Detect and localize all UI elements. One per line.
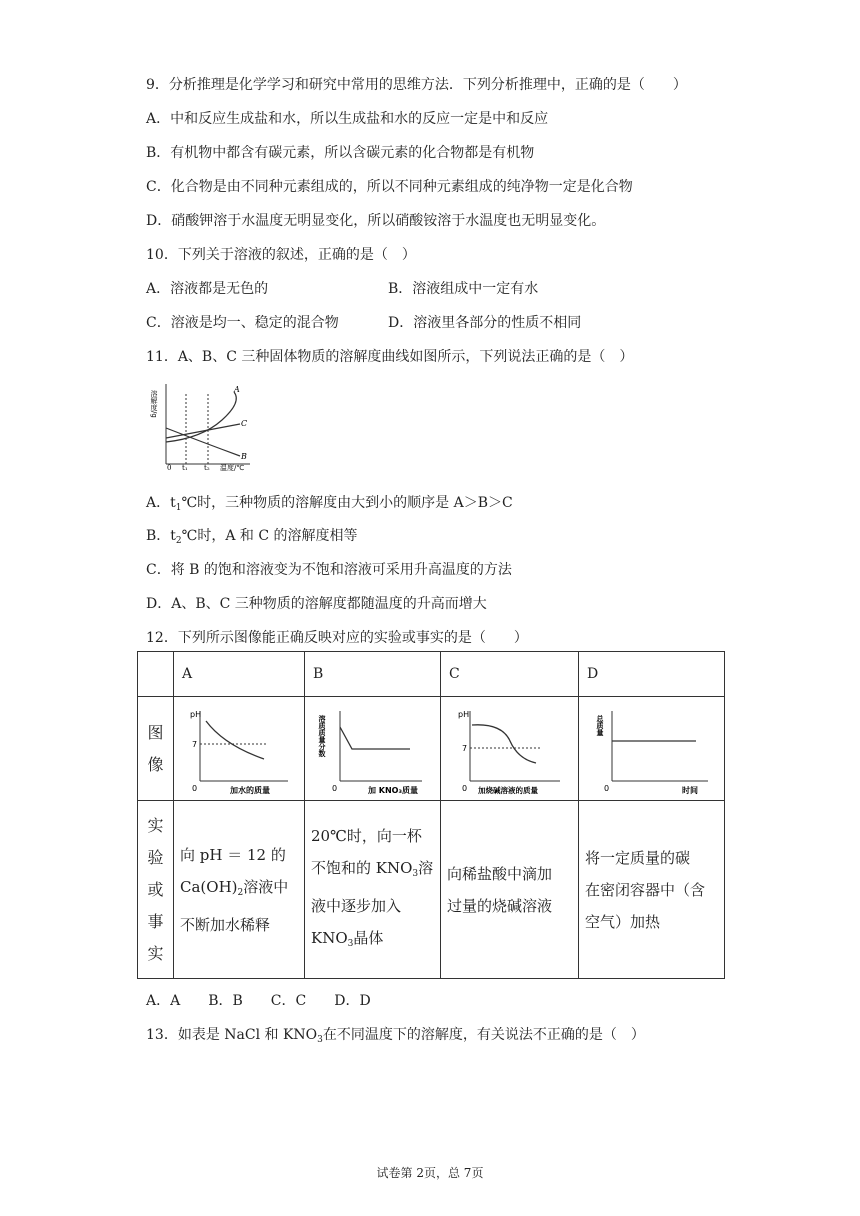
svg-text:加 KNO₃质量: 加 KNO₃质量 — [367, 786, 418, 795]
q11-a-sub: 1 — [175, 503, 182, 513]
q12-header-b: B — [305, 652, 441, 697]
svg-text:pH: pH — [457, 710, 469, 719]
q12-stem: 12．下列所示图像能正确反映对应的实验或事实的是（ ） — [146, 630, 528, 646]
q12-graph-d — [592, 701, 712, 796]
svg-text:时间: 时间 — [681, 786, 698, 795]
q11-option-d: D．A、B、C 三种物质的溶解度都随温度的升高而增大 — [146, 596, 487, 612]
q10-stem: 10．下列关于溶液的叙述，正确的是（ ） — [146, 247, 416, 263]
q12-fact-row — [138, 801, 725, 979]
q12-row-label-fact: 实 验 或 事 实 — [138, 801, 174, 979]
svg-text:pH: pH — [190, 710, 202, 719]
q12-image-row — [138, 697, 725, 801]
q11-a-post: ℃时，三种物质的溶解度由大到小的顺序是 A＞B＞C — [181, 495, 513, 511]
q12-table — [137, 651, 725, 979]
q13-stem-post: 在不同温度下的溶解度，有关说法不正确的是（ ） — [322, 1027, 645, 1043]
q12-header-a: A — [174, 652, 305, 697]
q12-header-blank — [138, 652, 174, 697]
svg-text:总质量: 总质量 — [595, 715, 604, 736]
svg-text:加水的质量: 加水的质量 — [230, 786, 270, 795]
q12-graph-c-cell — [441, 697, 579, 801]
q11-curve-b-label: B — [241, 452, 247, 461]
q12-row-label-image: 图 像 — [138, 697, 174, 801]
q11-b-pre: B．t — [146, 528, 176, 544]
solubility-curve-figure — [152, 380, 252, 470]
q11-curve-a-label: A — [234, 385, 240, 394]
svg-text:7: 7 — [192, 740, 198, 749]
svg-text:加烧碱溶液的质量: 加烧碱溶液的质量 — [477, 786, 538, 795]
svg-text:0: 0 — [603, 784, 609, 793]
svg-text:0: 0 — [461, 784, 467, 793]
q9-stem: 9．分析推理是化学学习和研究中常用的思维方法．下列分析推理中，正确的是（ ） — [146, 77, 687, 93]
q11-t2: t₂ — [204, 464, 210, 472]
q12-header-d: D — [579, 652, 725, 697]
q11-origin: 0 — [167, 464, 172, 472]
q12-graph-b — [318, 701, 428, 796]
q10-option-c: C．溶液是均一、稳定的混合物 — [146, 315, 339, 331]
q11-a-pre: A．t — [146, 495, 176, 511]
q11-option-a — [146, 492, 513, 513]
q12-answer-options: A．A B．B C．C D．D — [146, 993, 371, 1009]
svg-text:溶质质量分数: 溶质质量分数 — [317, 715, 326, 757]
page-footer: 试卷第 2页，总 7页 — [376, 1166, 484, 1180]
q11-x-label: 温度/℃ — [220, 464, 245, 472]
q10-option-b: B．溶液组成中一定有水 — [388, 281, 539, 297]
q9-option-b: B．有机物中都含有碳元素，所以含碳元素的化合物都是有机物 — [146, 145, 535, 161]
q11-y-label: 溶解度/g — [150, 390, 158, 418]
q12-header-c: C — [441, 652, 579, 697]
q10-option-a: A．溶液都是无色的 — [146, 281, 269, 297]
svg-text:0: 0 — [192, 784, 198, 793]
q12-fact-c: 向稀盐酸中滴加 过量的烧碱溶液 — [441, 801, 579, 979]
q12-graph-d-cell — [579, 697, 725, 801]
q9-option-c: C．化合物是由不同种元素组成的，所以不同种元素组成的纯净物一定是化合物 — [146, 179, 633, 195]
q11-curve-c-label: C — [241, 419, 248, 428]
q11-stem: 11．A、B、C 三种固体物质的溶解度曲线如图所示，下列说法正确的是（ ） — [146, 349, 634, 365]
q12-header-row — [138, 652, 725, 697]
svg-text:7: 7 — [461, 744, 467, 753]
q12-graph-b-cell — [305, 697, 441, 801]
q9-option-a: A．中和反应生成盐和水，所以生成盐和水的反应一定是中和反应 — [146, 111, 549, 127]
q12-fact-d: 将一定质量的碳 在密闭容器中（含 空气）加热 — [579, 801, 725, 979]
q10-option-d: D．溶液里各部分的性质不相同 — [388, 315, 582, 331]
q12-fact-a: 向 pH ＝ 12 的 $Ca(OH)_2$溶液中 不断加水稀释 — [174, 801, 305, 979]
q13-stem-pre: 13．如表是 NaCl 和 KNO — [146, 1027, 318, 1043]
q11-option-b — [146, 525, 358, 546]
q12-graph-a — [184, 701, 294, 796]
q9-option-d: D．硝酸钾溶于水温度无明显变化，所以硝酸铵溶于水温度也无明显变化。 — [146, 213, 606, 229]
q12-fact-b: 20℃时，向一杯 不饱和的 $KNO_3$溶 液中逐步加入 $KNO_3$晶体 — [305, 801, 441, 979]
q11-b-post: ℃时，A 和 C 的溶解度相等 — [181, 528, 358, 544]
svg-text:0: 0 — [331, 784, 337, 793]
q13-stem — [146, 1024, 645, 1045]
q11-b-sub: 2 — [175, 536, 182, 546]
q12-graph-c — [450, 701, 570, 796]
q11-t1: t₁ — [182, 464, 188, 472]
q12-graph-a-cell — [174, 697, 305, 801]
q11-option-c: C．将 B 的饱和溶液变为不饱和溶液可采用升高温度的方法 — [146, 562, 512, 578]
q13-stem-sub: 3 — [317, 1035, 323, 1045]
